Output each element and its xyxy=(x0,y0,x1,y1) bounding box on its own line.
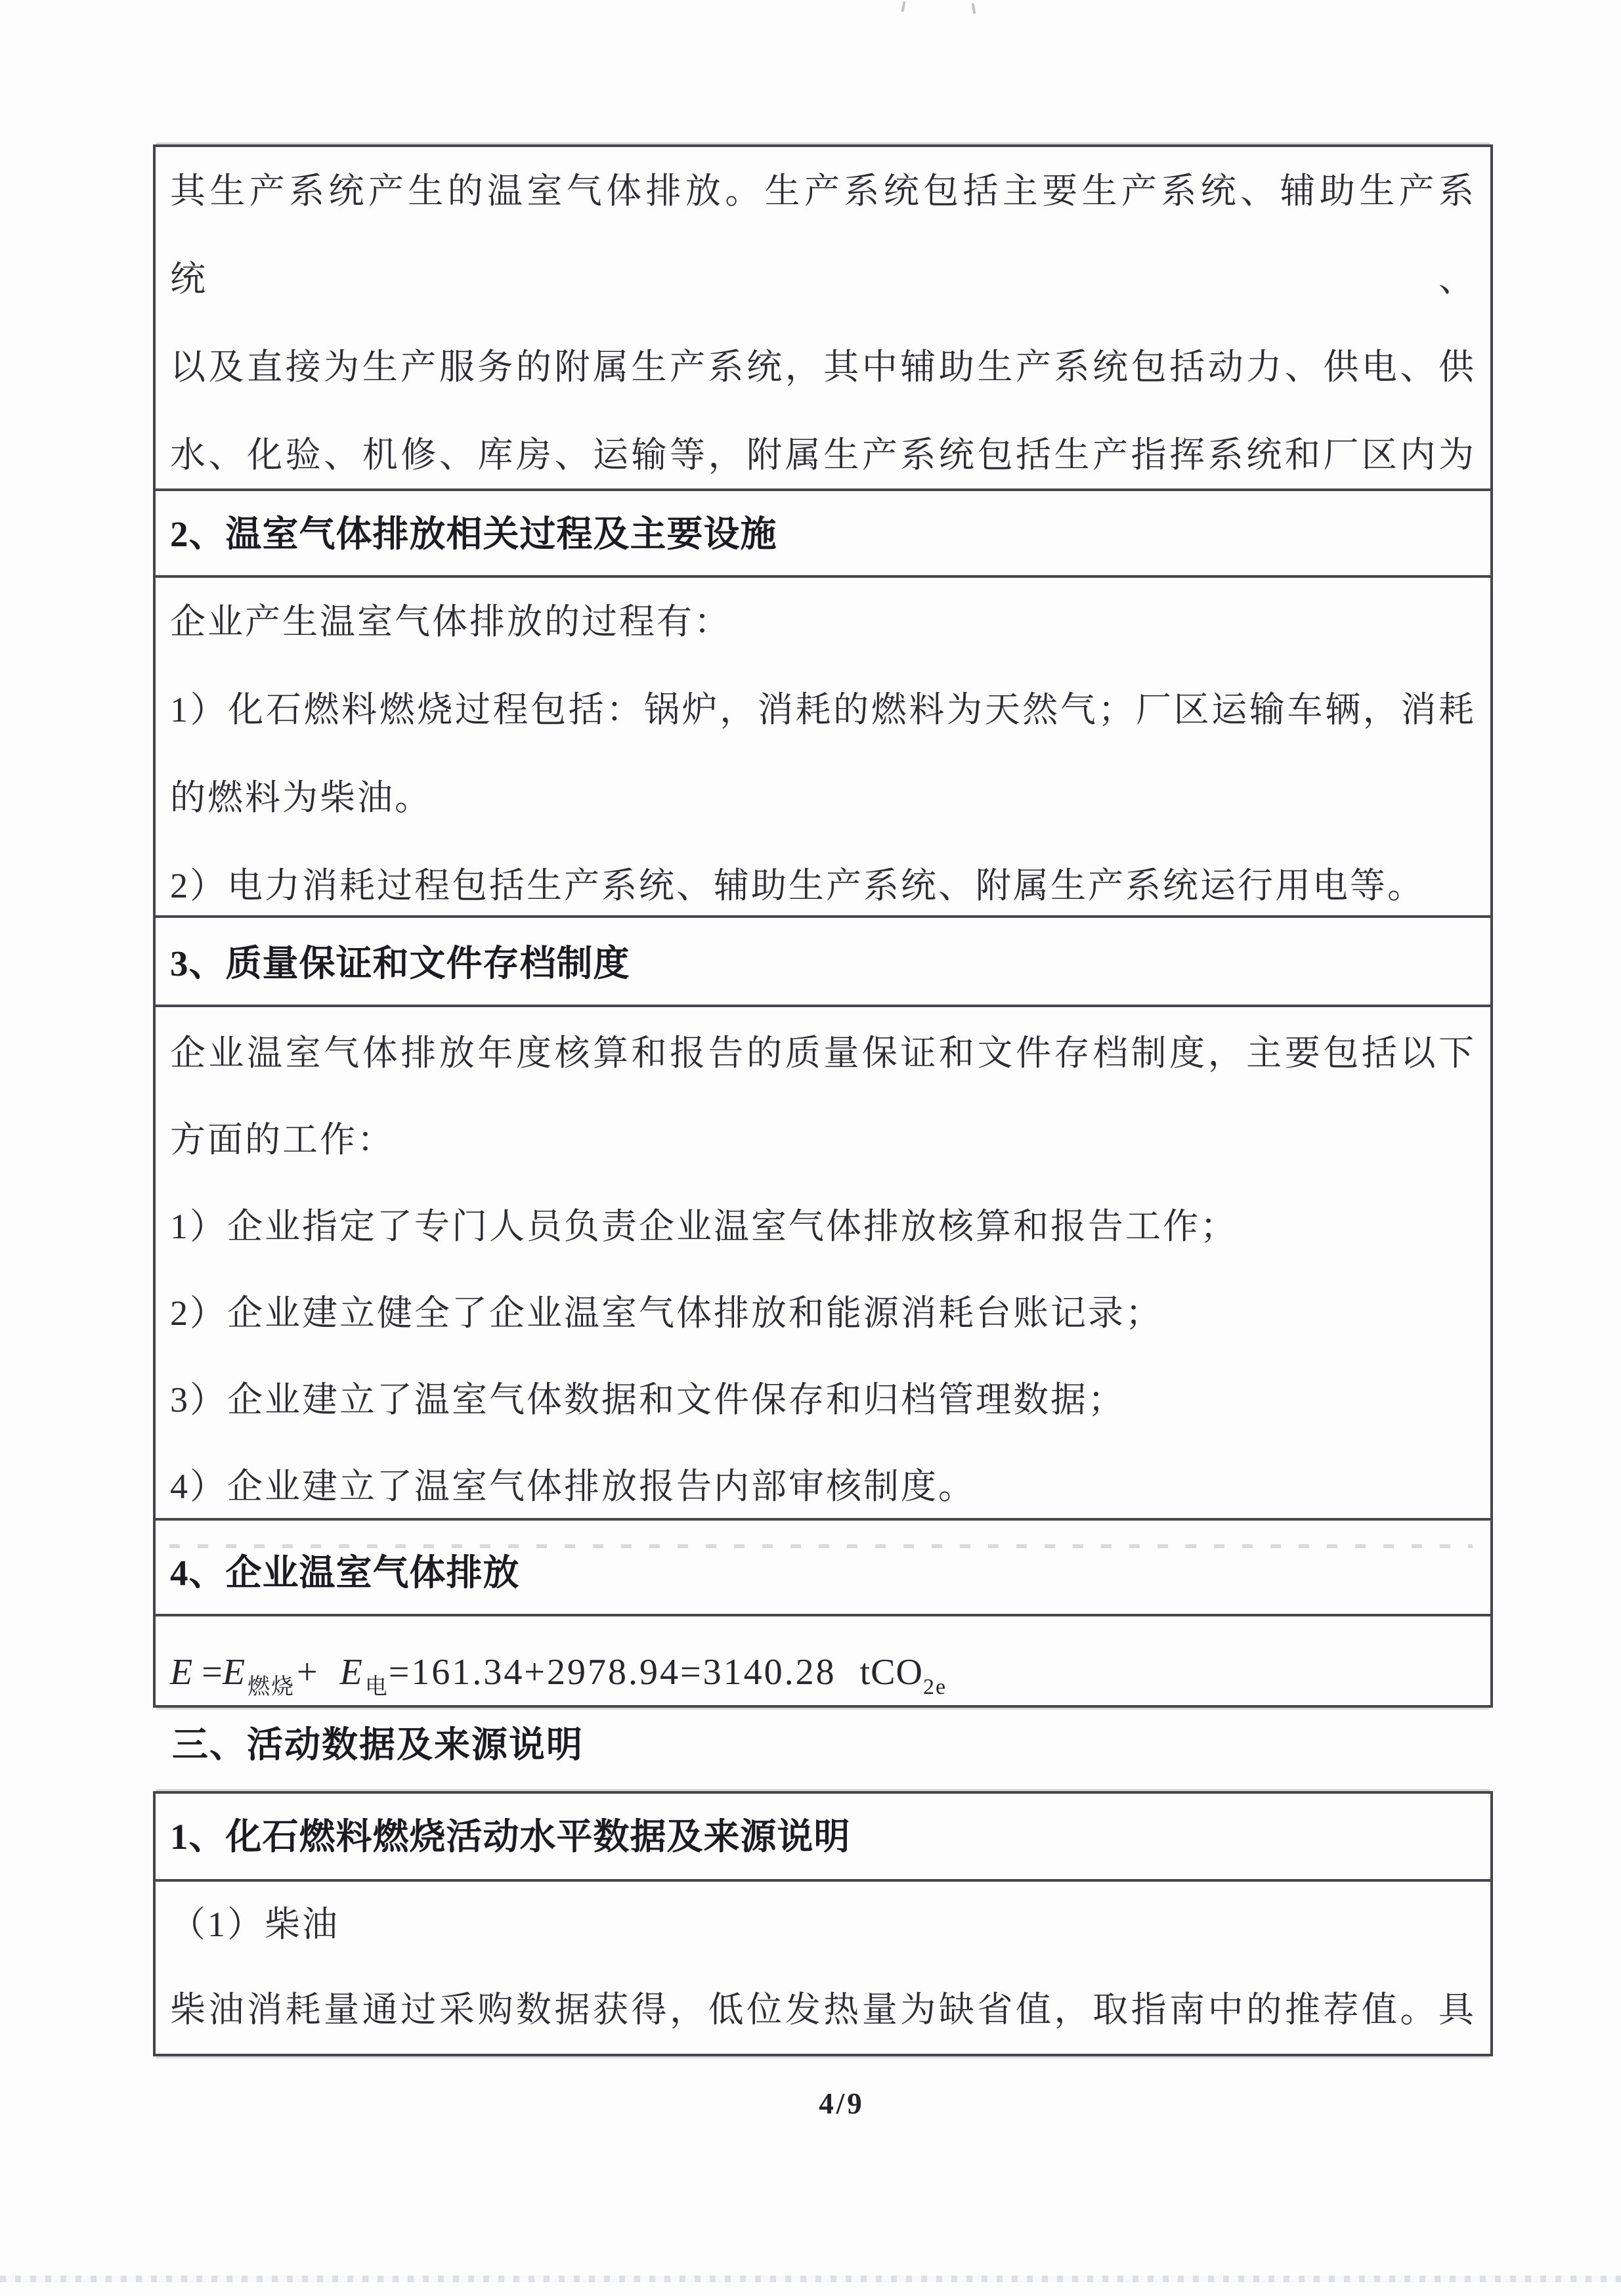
body-text-line: 的燃料为柴油。 xyxy=(170,778,432,817)
page-number xyxy=(819,2083,865,2125)
section-header-2: 2、温室气体排放相关过程及主要设施 xyxy=(170,514,777,554)
table-row-paragraph-production-systems xyxy=(156,147,1490,491)
formula-equals: = xyxy=(202,1652,223,1693)
emission-total-formula xyxy=(170,1653,1476,1705)
table-row-header-section-3 xyxy=(156,918,1490,1007)
body-text-line: 以及直接为生产服务的附属生产系统，其中辅助生产系统包括动力、供电、供 xyxy=(170,347,1476,387)
body-text-line: 方面的工作： xyxy=(170,1120,395,1159)
report-table-main xyxy=(153,144,1493,1708)
formula-term-E: E xyxy=(170,1652,193,1693)
scan-noise-line xyxy=(0,2276,1621,2282)
body-text-line: （1）柴油 xyxy=(170,1905,339,1944)
table-row-quality-assurance xyxy=(156,1007,1490,1521)
body-text-line: 其生产系统产生的温室气体排放。生产系统包括主要生产系统、辅助生产系统、 xyxy=(170,171,1476,299)
body-text-line: 企业产生温室气体排放的过程有： xyxy=(170,602,731,641)
body-text-line: 3）企业建立了温室气体数据和文件保存和归档管理数据； xyxy=(170,1380,1125,1419)
formula-term-E-electricity: E xyxy=(339,1652,362,1693)
formula-unit-subscript: 2e xyxy=(922,1675,947,1699)
page-number-label: 4/9 xyxy=(819,2087,865,2120)
body-text-line: 2）电力消耗过程包括生产系统、辅助生产系统、附属生产系统运行用电等。 xyxy=(170,866,1425,905)
table-row-header-section-2 xyxy=(156,491,1490,578)
body-text-line: 水、化验、机修、库房、运输等，附属生产系统包括生产指挥系统和厂区内为 xyxy=(170,435,1476,475)
section-header-4: 4、企业温室气体排放 xyxy=(170,1553,520,1593)
body-text-line: 企业温室气体排放年度核算和报告的质量保证和文件存档制度，主要包括以下 xyxy=(170,1033,1476,1073)
formula-subscript-electricity: 电 xyxy=(364,1675,389,1699)
formula-term-E-combustion: E xyxy=(222,1652,246,1693)
scan-artifact-mark xyxy=(972,3,976,14)
table-row-header-section-4 xyxy=(156,1521,1490,1616)
section-heading-activity-data: 三、活动数据及来源说明 xyxy=(172,1725,584,1765)
table-row-diesel-description xyxy=(156,1882,1490,2054)
table-row-emission-formula xyxy=(156,1616,1490,1705)
formula-subscript-combustion: 燃烧 xyxy=(248,1675,295,1699)
section-header-fuel-activity: 1、化石燃料燃烧活动水平数据及来源说明 xyxy=(170,1817,851,1857)
formula-result-values: =161.34+2978.94=3140.28 xyxy=(388,1652,836,1693)
report-table-activity-data xyxy=(153,1791,1493,2056)
body-text-line: 柴油消耗量通过采购数据获得，低位发热量为缺省值，取指南中的推荐值。具 xyxy=(170,1990,1476,2029)
body-text-line: 4）企业建立了温室气体排放报告内部审核制度。 xyxy=(170,1467,976,1506)
scan-artifact-mark xyxy=(901,1,905,12)
table-row-emission-processes xyxy=(156,578,1490,918)
body-text-line: 1）企业指定了专门人员负责企业温室气体排放核算和报告工作； xyxy=(170,1207,1238,1246)
table-row-header-fuel-activity xyxy=(156,1794,1490,1882)
section-header-3: 3、质量保证和文件存档制度 xyxy=(170,943,630,984)
formula-plus: + xyxy=(297,1652,318,1693)
formula-unit: tCO xyxy=(859,1652,923,1693)
body-text-line: 1）化石燃料燃烧过程包括：锅炉，消耗的燃料为天然气；厂区运输车辆，消耗 xyxy=(170,690,1476,729)
body-text-line: 2）企业建立健全了企业温室气体排放和能源消耗台账记录； xyxy=(170,1293,1163,1333)
